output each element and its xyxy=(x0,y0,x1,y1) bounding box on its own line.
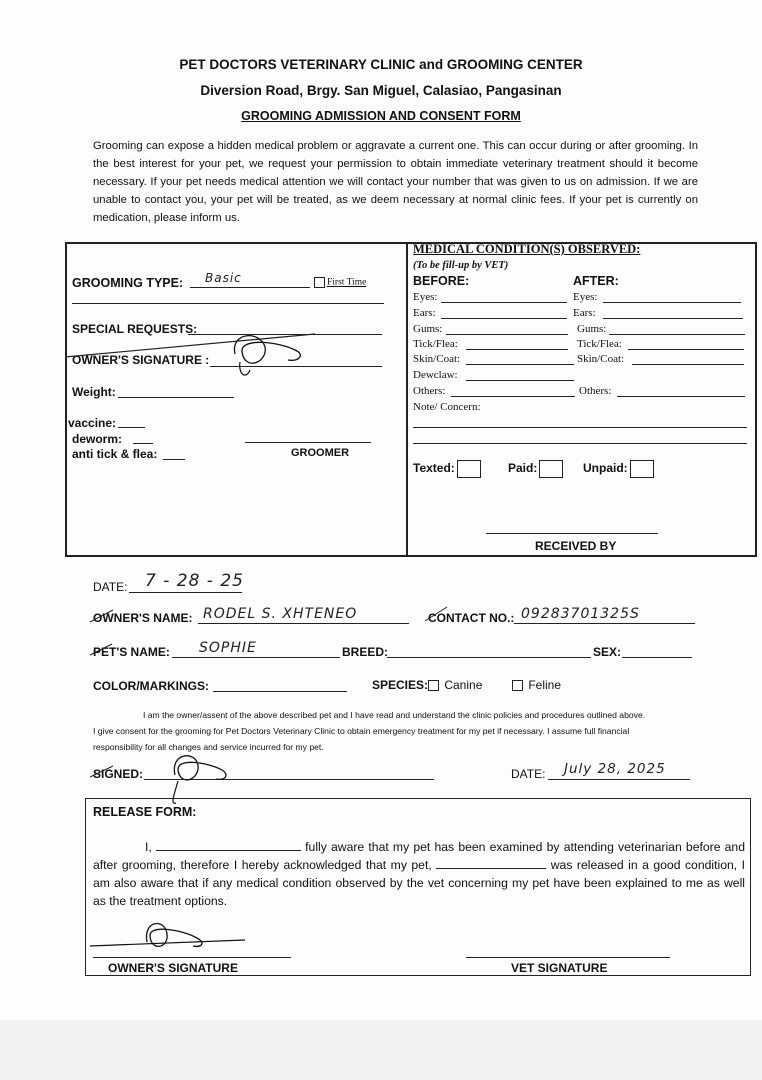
after-eyes-line[interactable] xyxy=(603,302,741,303)
owner-name-label: OWNER'S NAME: xyxy=(93,611,193,625)
owner-signature-label: OWNER'S SIGNATURE : xyxy=(72,353,210,367)
contact-line[interactable] xyxy=(514,623,695,624)
owner-name-value[interactable]: RODEL S. XHTENEO xyxy=(203,606,358,622)
after-tickflea-line[interactable] xyxy=(628,349,744,350)
release-title: RELEASE FORM: xyxy=(93,805,197,819)
release-text-b: was released in a good condition, I am also aware that if any medical condition observed by the vet concerning my pet have been explained to me as well as the treatment options. xyxy=(93,858,746,908)
paid-checkbox[interactable] xyxy=(539,460,563,478)
owner-name-strike xyxy=(88,606,118,626)
before-eyes-line[interactable] xyxy=(441,302,567,303)
contact-strike xyxy=(422,604,452,624)
vaccine-line xyxy=(118,427,145,428)
paid-label: Paid: xyxy=(508,461,538,476)
note-line-1[interactable] xyxy=(413,427,747,428)
medical-title: MEDICAL CONDITION(S) OBSERVED: xyxy=(413,242,641,256)
pet-name-strike xyxy=(88,640,118,660)
color-markings-label: COLOR/MARKINGS: xyxy=(93,679,209,693)
received-by-line[interactable] xyxy=(486,533,658,534)
anti-tick-line xyxy=(163,459,185,460)
first-time-box[interactable] xyxy=(314,277,325,288)
release-pet-blank[interactable] xyxy=(436,856,546,869)
before-eyes-label: Eyes: xyxy=(413,291,438,303)
consent-line-3: responsibility for all changes and service incurred for my pet. xyxy=(93,742,324,752)
received-by-label: RECEIVED BY xyxy=(535,539,617,553)
release-paragraph xyxy=(93,838,745,910)
medical-box xyxy=(406,242,757,557)
note-line-2[interactable] xyxy=(413,443,747,444)
date-line[interactable] xyxy=(129,592,242,593)
species-label: SPECIES: xyxy=(372,678,429,692)
others-before-label: Others: xyxy=(413,385,446,397)
others-before-line[interactable] xyxy=(451,396,575,397)
species-feline-option[interactable] xyxy=(512,678,561,692)
release-text-a: fully aware that my pet has been examined by attending veterinarian before and after grooming, therefore I hereby acknowledged that my pet, xyxy=(93,840,745,872)
paid-field[interactable] xyxy=(508,460,563,478)
release-i: I, xyxy=(145,840,152,854)
vet-signature-line[interactable] xyxy=(466,957,670,958)
canine-checkbox[interactable] xyxy=(428,680,439,691)
sex-line[interactable] xyxy=(622,657,692,658)
color-markings-line[interactable] xyxy=(213,691,347,692)
before-gums-label: Gums: xyxy=(413,323,443,335)
after-skincoat-line[interactable] xyxy=(632,364,744,365)
owner-signature-mark xyxy=(60,322,340,382)
consent-line-2: I give consent for the grooming for Pet Doctors Veterinary Clinic to obtain emergency treatment for my pet if necessary. I assume full financial xyxy=(93,726,630,736)
breed-label: BREED: xyxy=(342,645,389,659)
pet-name-label: PET'S NAME: xyxy=(93,645,170,659)
before-ears-line[interactable] xyxy=(441,318,567,319)
unpaid-checkbox[interactable] xyxy=(630,460,654,478)
before-ears-label: Ears: xyxy=(413,307,436,319)
pet-name-value[interactable]: SOPHIE xyxy=(199,640,257,656)
feline-label: Feline xyxy=(528,678,562,692)
texted-checkbox[interactable] xyxy=(457,460,481,478)
date-value[interactable]: 7 - 28 - 25 xyxy=(145,571,244,591)
consent-date-line[interactable] xyxy=(548,779,690,780)
before-skincoat-line[interactable] xyxy=(466,364,574,365)
others-after-line[interactable] xyxy=(617,396,745,397)
unpaid-field[interactable] xyxy=(583,460,654,478)
anti-tick-label: anti tick & flea: xyxy=(72,447,158,461)
dewclaw-label: Dewclaw: xyxy=(413,369,458,381)
release-name-blank[interactable] xyxy=(156,838,301,851)
groomer-line xyxy=(245,442,371,443)
grooming-extra-line xyxy=(72,303,384,304)
unpaid-label: Unpaid: xyxy=(583,461,628,476)
clinic-name: PET DOCTORS VETERINARY CLINIC and GROOMING CENTER xyxy=(179,57,583,72)
dewclaw-line[interactable] xyxy=(466,380,574,381)
release-owner-signature-mark xyxy=(85,912,255,962)
weight-label: Weight: xyxy=(72,385,116,399)
consent-date-value[interactable]: July 28, 2025 xyxy=(564,761,666,777)
release-owner-signature-label: OWNER'S SIGNATURE xyxy=(108,961,238,975)
signed-label: SIGNED: xyxy=(93,767,144,781)
after-skincoat-label: Skin/Coat: xyxy=(577,353,625,365)
after-eyes-label: Eyes: xyxy=(573,291,598,303)
signed-strike xyxy=(88,762,118,782)
after-ears-label: Ears: xyxy=(573,307,596,319)
contact-label: CONTACT NO.: xyxy=(428,611,515,625)
before-tickflea-line[interactable] xyxy=(466,349,568,350)
clinic-address: Diversion Road, Brgy. San Miguel, Calasiao, Pangasinan xyxy=(200,83,562,98)
first-time-checkbox[interactable] xyxy=(314,277,366,288)
deworm-line xyxy=(133,443,153,444)
vaccine-label: vaccine: xyxy=(68,416,117,430)
species-canine-option[interactable] xyxy=(428,678,482,692)
deworm-label: deworm: xyxy=(72,432,123,446)
before-skincoat-label: Skin/Coat: xyxy=(413,353,461,365)
consent-line-1: I am the owner/assent of the above described pet and I have read and understand the clinic policies and procedures outlined above. xyxy=(143,710,646,720)
after-gums-line[interactable] xyxy=(609,334,745,335)
owner-name-line[interactable] xyxy=(198,623,409,624)
grooming-type-value[interactable]: Basic xyxy=(205,271,242,285)
after-label: AFTER: xyxy=(573,274,619,288)
texted-field[interactable] xyxy=(413,460,481,478)
consent-date-label: DATE: xyxy=(511,767,546,781)
note-concern-label: Note/ Concern: xyxy=(413,401,481,413)
vet-signature-label: VET SIGNATURE xyxy=(511,961,608,975)
special-requests-label: SPECIAL REQUESTS: xyxy=(72,322,198,336)
weight-line xyxy=(118,397,234,398)
after-gums-label: Gums: xyxy=(577,323,607,335)
groomer-label: GROOMER xyxy=(291,447,350,459)
intro-paragraph: Grooming can expose a hidden medical problem or aggravate a current one. This can occur during or after grooming. In the best interest for your pet, we request your permission to obtain immediate veterinary treatment should it become necessary. If your pet needs medical attention we will contact your number that was given to us on admission. If we are unable to contact you, your pet will be treated, as we deem necessary at normal clinic fees. If your pet is currently on medication, please inform us. xyxy=(93,140,698,224)
breed-line[interactable] xyxy=(387,657,591,658)
date-label: DATE: xyxy=(93,580,128,594)
pet-name-line[interactable] xyxy=(172,657,340,658)
texted-label: Texted: xyxy=(413,461,455,476)
grooming-type-label: GROOMING TYPE: xyxy=(72,276,184,290)
sex-label: SEX: xyxy=(593,645,622,659)
before-tickflea-label: Tick/Flea: xyxy=(413,338,458,350)
release-owner-signature-line[interactable] xyxy=(93,957,291,958)
others-after-label: Others: xyxy=(579,385,612,397)
canine-label: Canine xyxy=(444,678,483,692)
scan-bottom-edge xyxy=(0,1020,762,1080)
medical-subtitle: (To be fill-up by VET) xyxy=(413,260,509,271)
before-gums-line[interactable] xyxy=(446,334,568,335)
contact-value[interactable]: 09283701325S xyxy=(521,606,640,622)
grooming-type-line xyxy=(190,287,310,288)
form-title: GROOMING ADMISSION AND CONSENT FORM xyxy=(241,109,521,123)
after-ears-line[interactable] xyxy=(603,318,743,319)
after-tickflea-label: Tick/Flea: xyxy=(577,338,622,350)
before-label: BEFORE: xyxy=(413,274,470,288)
first-time-label: First Time xyxy=(327,277,367,288)
feline-checkbox[interactable] xyxy=(512,680,523,691)
